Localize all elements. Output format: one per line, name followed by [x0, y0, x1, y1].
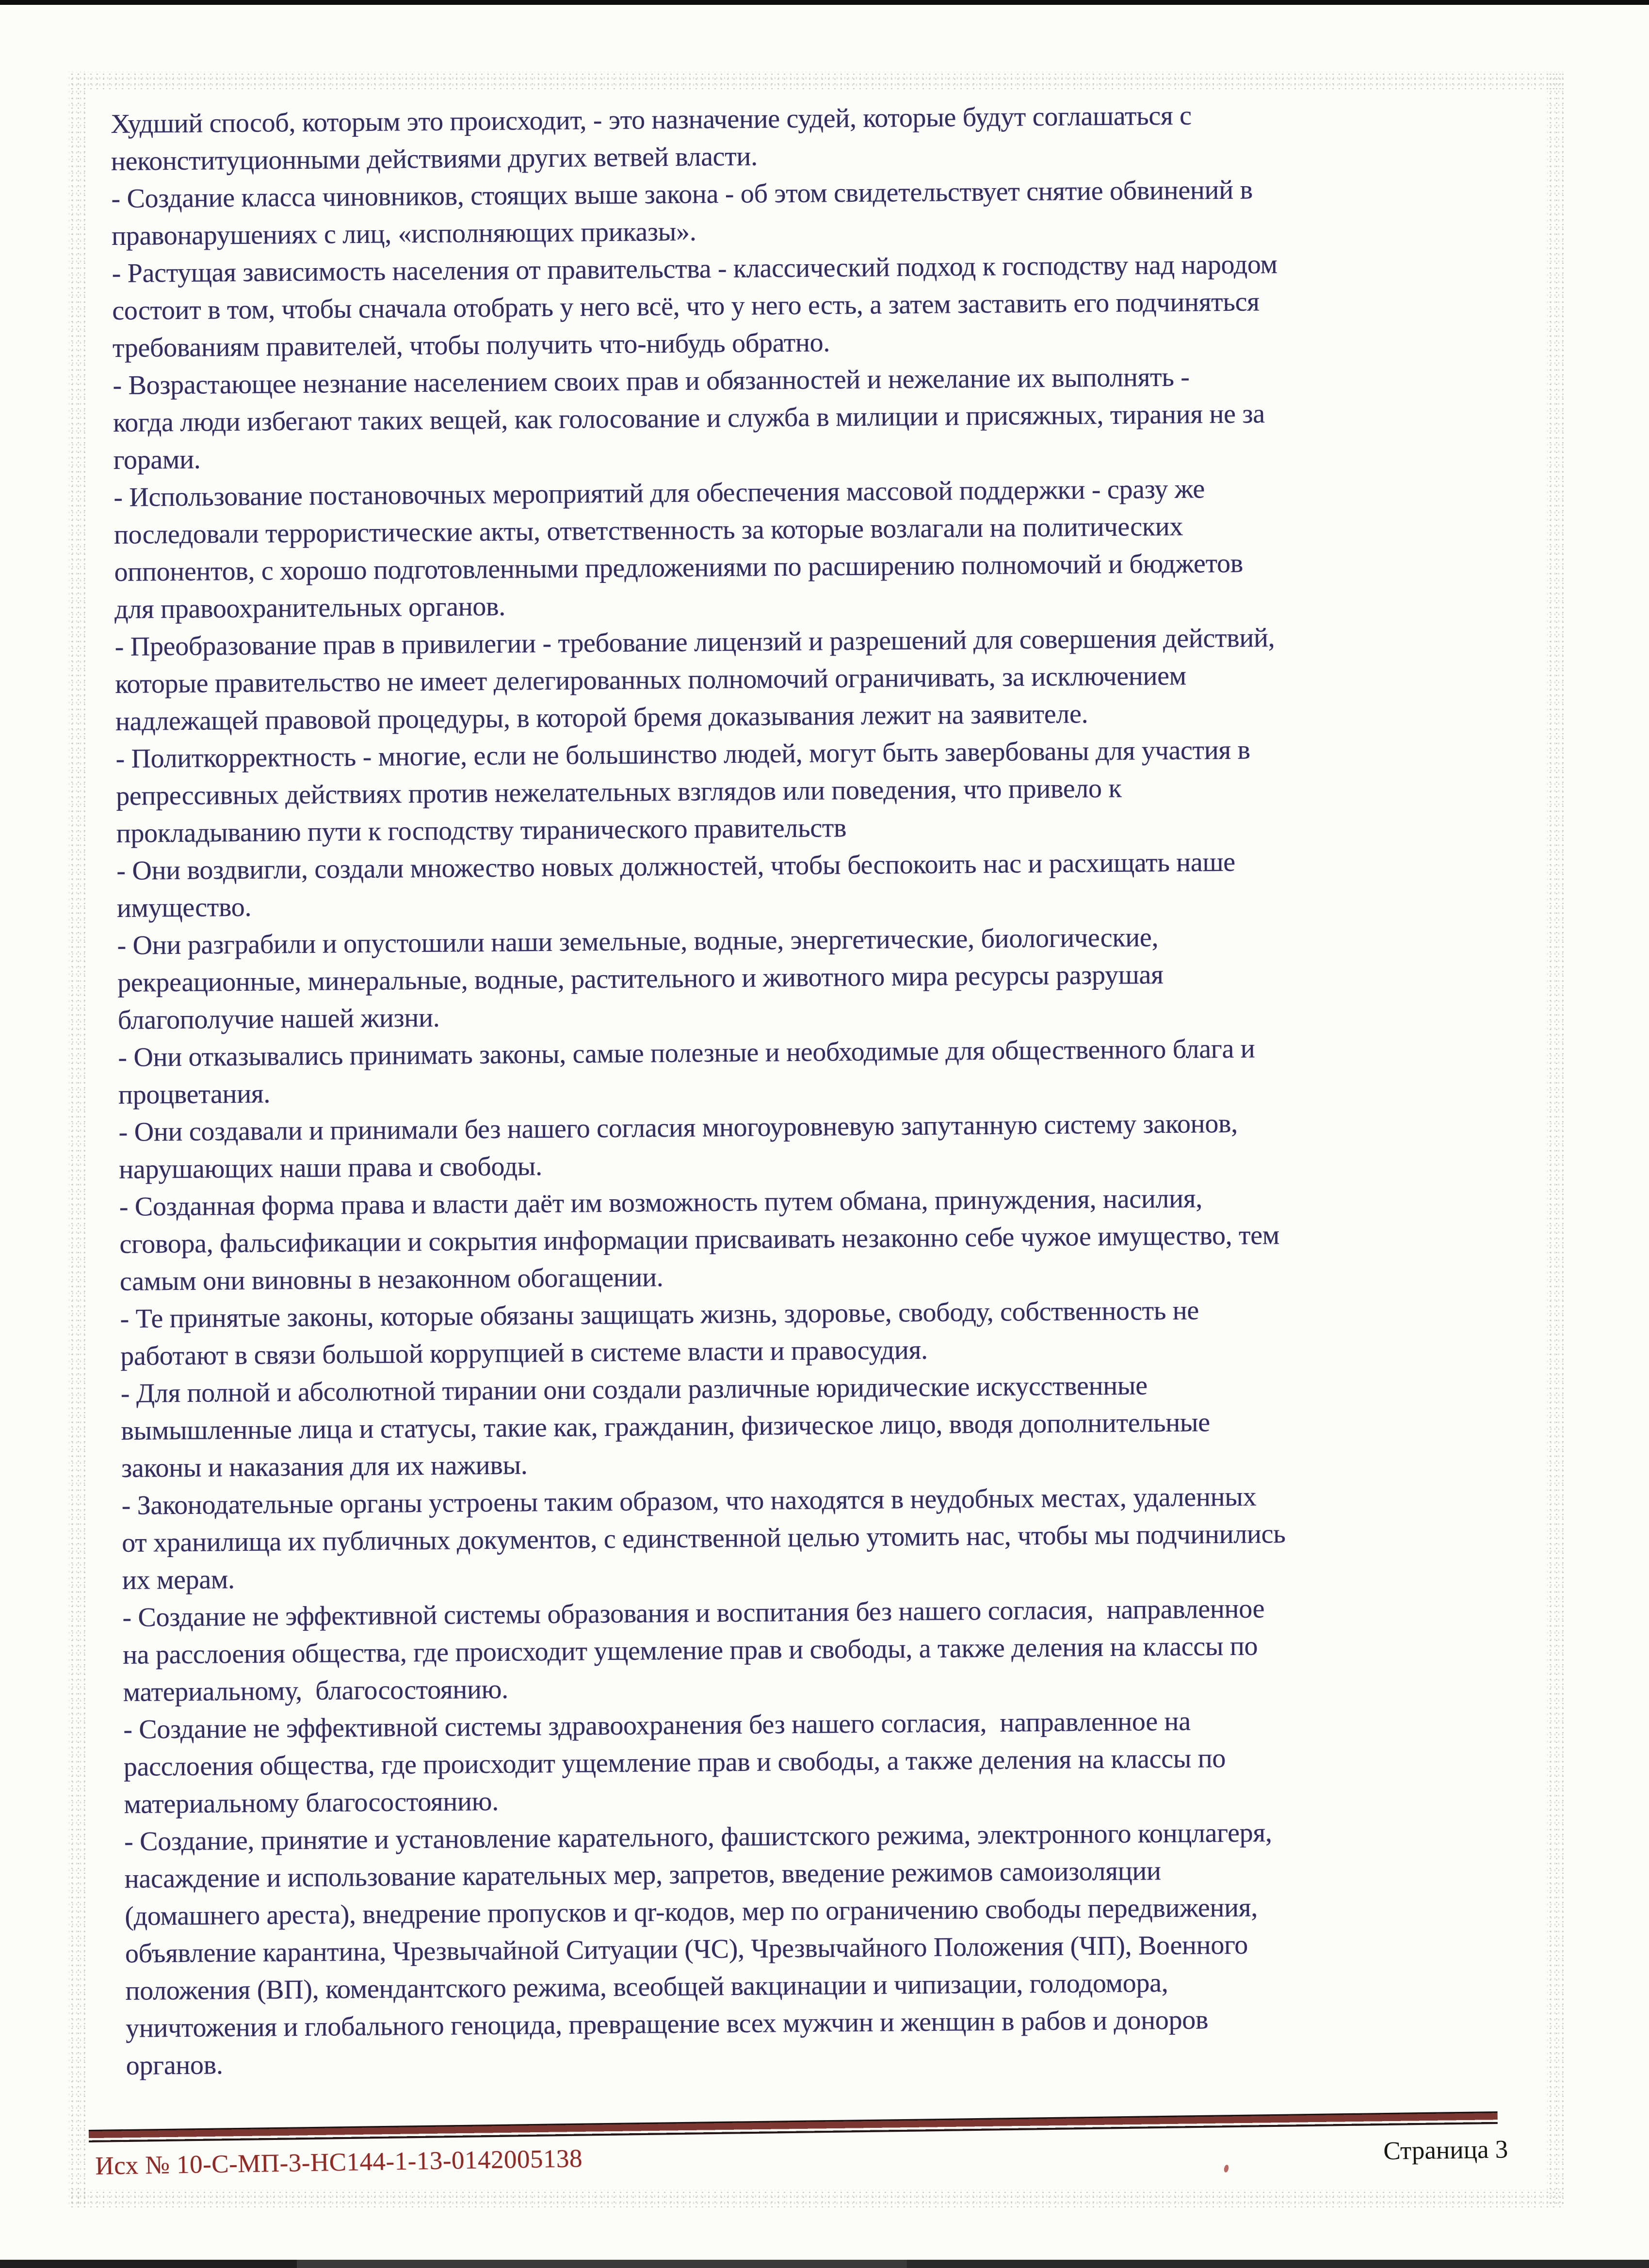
text-line: - Они разграбили и опустошили наши земельные, водные, энергетические, биологические,: [117, 922, 1159, 961]
text-line: органов.: [126, 2050, 223, 2081]
text-line: - Они создавали и принимали без нашего согласия многоуровневую запутанную систему законов,: [118, 1108, 1238, 1147]
text-line: благополучие нашей жизни.: [117, 1002, 440, 1035]
text-line: состоит в том, чтобы сначала отобрать у него всё, что у него есть, а затем заставить его подчиняться: [112, 287, 1260, 326]
text-line: нарушающих наши права и свободы.: [118, 1151, 543, 1185]
text-line: рекреационные, минеральные, водные, растительного и животного мира ресурсы разрушая: [117, 960, 1164, 998]
text-line: самым они виновны в незаконном обогащении.: [119, 1262, 663, 1297]
ink-stray-mark: [1223, 2164, 1229, 2173]
text-line: - Политкорректность - многие, если не большинство людей, могут быть завербованы для участия в: [115, 735, 1250, 774]
text-line: расслоения общества, где происходит ущемление прав и свободы, а также деления на классы по: [123, 1743, 1226, 1782]
text-line: законы и наказания для их наживы.: [121, 1450, 528, 1483]
text-line: - Для полной и абсолютной тирании они создали различные юридические искусственные: [120, 1370, 1148, 1409]
text-line: - Растущая зависимость населения от правительства - классический подход к господству над народом: [112, 249, 1277, 289]
text-line: репрессивных действиях против нежелательных взглядов или поведения, что привело к: [115, 773, 1122, 811]
decorative-border-top: [69, 72, 1565, 89]
text-line: - Они отказывались принимать законы, самые полезные и необходимые для общественного блага и: [118, 1033, 1255, 1073]
text-line: прокладыванию пути к господству тиранического правительств: [116, 813, 847, 849]
scanner-edge-bottom: [0, 2260, 1649, 2268]
text-line: - Использование постановочных мероприятий для обеспечения массовой поддержки - сразу же: [113, 474, 1205, 513]
text-line: оппонентов, с хорошо подготовленными предложениями по расширению полномочий и бюджетов: [114, 548, 1244, 587]
text-line: когда люди избегают таких вещей, как голосование и служба в милиции и присяжных, тирания не за: [113, 399, 1265, 438]
text-line: на расслоения общества, где происходит ущемление прав и свободы, а также деления на классы по: [122, 1631, 1258, 1670]
decorative-border-left: [69, 72, 86, 2207]
scanner-edge-top: [0, 0, 1649, 5]
text-line: уничтожения и глобального геноцида, превращение всех мужчин и женщин в рабов и доноров: [125, 2005, 1209, 2043]
text-line: вымышленные лица и статусы, такие как, гражданин, физическое лицо, вводя дополнительные: [121, 1407, 1210, 1446]
text-line: последовали террористические акты, ответственность за которые возлагали на политических: [113, 511, 1183, 550]
text-line: работают в связи большой коррупцией в системе власти и правосудия.: [120, 1335, 928, 1371]
document-body-text: [111, 95, 1547, 2085]
text-line: - Создание класса чиновников, стоящих выше закона - об этом свидетельствует снятие обвинений в: [111, 175, 1253, 214]
footer-horizontal-rule: [89, 2111, 1498, 2142]
text-line: для правоохранительных органов.: [114, 591, 506, 625]
text-line: (домашнего ареста), внедрение пропусков и qr-кодов, мер по ограничению свободы передвижения,: [125, 1892, 1258, 1931]
text-line: правонарушениях с лиц, «исполняющих приказы».: [111, 216, 696, 251]
text-line: сговора, фальсификации и сокрытия информации присваивать незаконно себе чужое имущество, тем: [119, 1220, 1280, 1259]
text-line: - Созданная форма права и власти даёт им возможность путем обмана, принуждения, насилия,: [119, 1183, 1203, 1222]
text-line: насаждение и использование карательных мер, запретов, введение режимов самоизоляции: [124, 1856, 1161, 1894]
text-line: - Возрастающее незнание населением своих прав и обязанностей и нежелание их выполнять -: [113, 362, 1190, 401]
text-line: материальному благосостоянию.: [124, 1786, 499, 1819]
page-number-label: Страница 3: [1383, 2135, 1508, 2165]
text-line: - Преобразование прав в привилегии - требование лицензий и разрешений для совершения действий,: [114, 623, 1275, 662]
outgoing-reference-number: Исх № 10-С-МП-3-НС144-1-13-0142005138: [95, 2144, 583, 2180]
text-line: - Законодательные органы устроены таким образом, что находятся в неудобных местах, удаленных: [121, 1481, 1257, 1521]
text-line: которые правительство не имеет делегированных полномочий ограничивать, за исключением: [115, 660, 1187, 699]
text-line: - Те принятые законы, которые обязаны защищать жизнь, здоровье, свободу, собственность не: [120, 1295, 1199, 1334]
text-line: объявление карантина, Чрезвычайной Ситуации (ЧС), Чрезвычайного Положения (ЧП), Военного: [125, 1930, 1248, 1969]
text-line: материальному, благосостоянию.: [123, 1674, 509, 1707]
text-line: - Создание не эффективной системы здравоохранения без нашего согласия, направленное на: [123, 1706, 1191, 1745]
text-line: - Они воздвигли, создали множество новых должностей, чтобы беспокоить нас и расхищать наше: [116, 847, 1236, 886]
text-line: от хранилища их публичных документов, с единственной целью утомить нас, чтобы мы подчинились: [122, 1519, 1286, 1558]
text-line: требованиям правителей, чтобы получить что-нибудь обратно.: [112, 327, 830, 363]
decorative-border-bottom: [69, 2190, 1565, 2207]
text-line: неконституционными действиями других ветвей власти.: [111, 141, 758, 177]
decorative-border-right: [1547, 72, 1565, 2207]
text-line: имущество.: [116, 892, 252, 923]
text-line: их мерам.: [122, 1564, 235, 1595]
text-line: - Создание, принятие и установление карательного, фашистского режима, электронного концлагеря,: [124, 1818, 1272, 1857]
text-line: - Создание не эффективной системы образования и воспитания без нашего согласия, направленное: [122, 1593, 1265, 1633]
text-line: Худший способ, которым это происходит, - это назначение судей, которые будут соглашаться с: [111, 100, 1192, 139]
text-line: надлежащей правовой процедуры, в которой бремя доказывания лежит на заявителе.: [115, 699, 1088, 737]
text-line: процветания.: [118, 1078, 271, 1110]
text-line: горами.: [113, 444, 201, 475]
text-line: положения (ВП), комендантского режима, всеобщей вакцинации и чипизации, голодомора,: [125, 1967, 1168, 2006]
